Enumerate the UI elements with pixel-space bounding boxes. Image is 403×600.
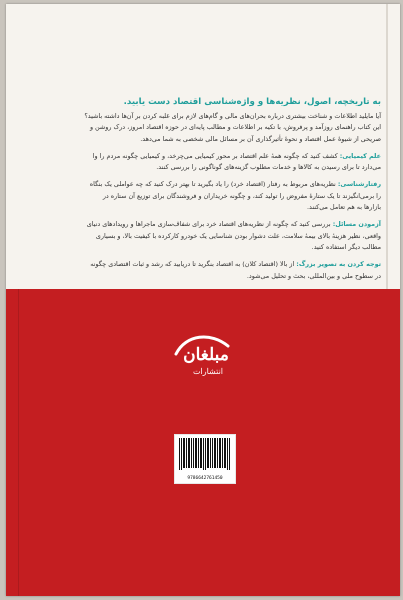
book-back-cover xyxy=(6,4,400,596)
isbn-number: 9786642761450 xyxy=(187,476,223,481)
section-text: از بالا (اقتصاد کلان) به اقتصاد بنگرید تا دریابید که رشد و ثبات اقتصادی چگونه در سطوح ملی و بین‌المللی، بحث و تحلیل می‌شود. xyxy=(90,260,381,280)
section-term: رفتارشناسی: xyxy=(337,180,381,189)
section-term: علم کیمیایی: xyxy=(339,151,381,160)
blurb-section xyxy=(84,179,381,213)
section-term: توجه کردن به تصویر بزرگ: xyxy=(296,260,381,269)
section-text: نظریه‌های مربوط به رفتار (اقتصاد خرد) را یاد بگیرید تا بهتر درک کنید که چه عواملی یک بنگاه را برمی‌انگیزند تا یک ستارهٔ مفروض را تولید کند، و چگونه خریداران و فروشندگان برای توزیع آن ستاره در بازارها به هم تعامل می‌کنند. xyxy=(89,180,381,212)
blurb-headline: به تاریخچه، اصول، نظریه‌ها و واژه‌شناسی اقتصاد دست یابید. xyxy=(123,97,381,107)
publisher-name: مبلغان xyxy=(183,345,229,365)
blurb-text-block xyxy=(84,96,381,288)
panel-fold-line xyxy=(18,289,19,596)
blurb-section xyxy=(84,219,381,253)
section-text: کشف کنید که چگونه همهٔ علم اقتصاد بر محور کیمیایی می‌چرخد، و کیمیایی چگونه مردم را وا می‌دارد تا برای رسیدن به کالاها و خدمات مطلوب گزینه‌های گوناگونی را بررسی کنند. xyxy=(92,151,381,172)
publisher-label: انتشارات xyxy=(192,367,224,376)
isbn-barcode xyxy=(174,434,236,484)
blurb-section xyxy=(84,259,381,282)
section-text: بررسی کنید که چگونه از نظریه‌های اقتصاد خرد برای شفاف‌سازی ماجراها و رویدادهای دنیای واقعی، نظیر هزینهٔ بالای بیمهٔ سلامت، علت دشوار بودن شناسایی یک خودرو کارکرده با کیفیت بالا، و بسیاری مطالب دیگر استفاده کنید. xyxy=(86,220,381,251)
blurb-intro: آیا مایلید اطلاعات و شناخت بیشتری درباره بحران‌های مالی و گام‌های لازم برای غلبه کردن بر آن‌ها داشته باشید؟ این کتاب راهنمای روزآمد و پرفروش، با تکیه بر اطلاعات و مطالب پایه‌ای در حوزه اقتصاد امروز، درک روشن و صریحی از شیوهٔ عمل اقتصاد و نحوهٔ تأثیرگذاری آن بر مسائل مالی شخصی به شما می‌دهد. xyxy=(84,112,381,143)
blurb-section xyxy=(84,151,381,174)
section-term: آزمودن مسائل: xyxy=(332,220,381,229)
publisher-logo xyxy=(166,324,241,380)
barcode-bars-icon xyxy=(178,438,232,470)
